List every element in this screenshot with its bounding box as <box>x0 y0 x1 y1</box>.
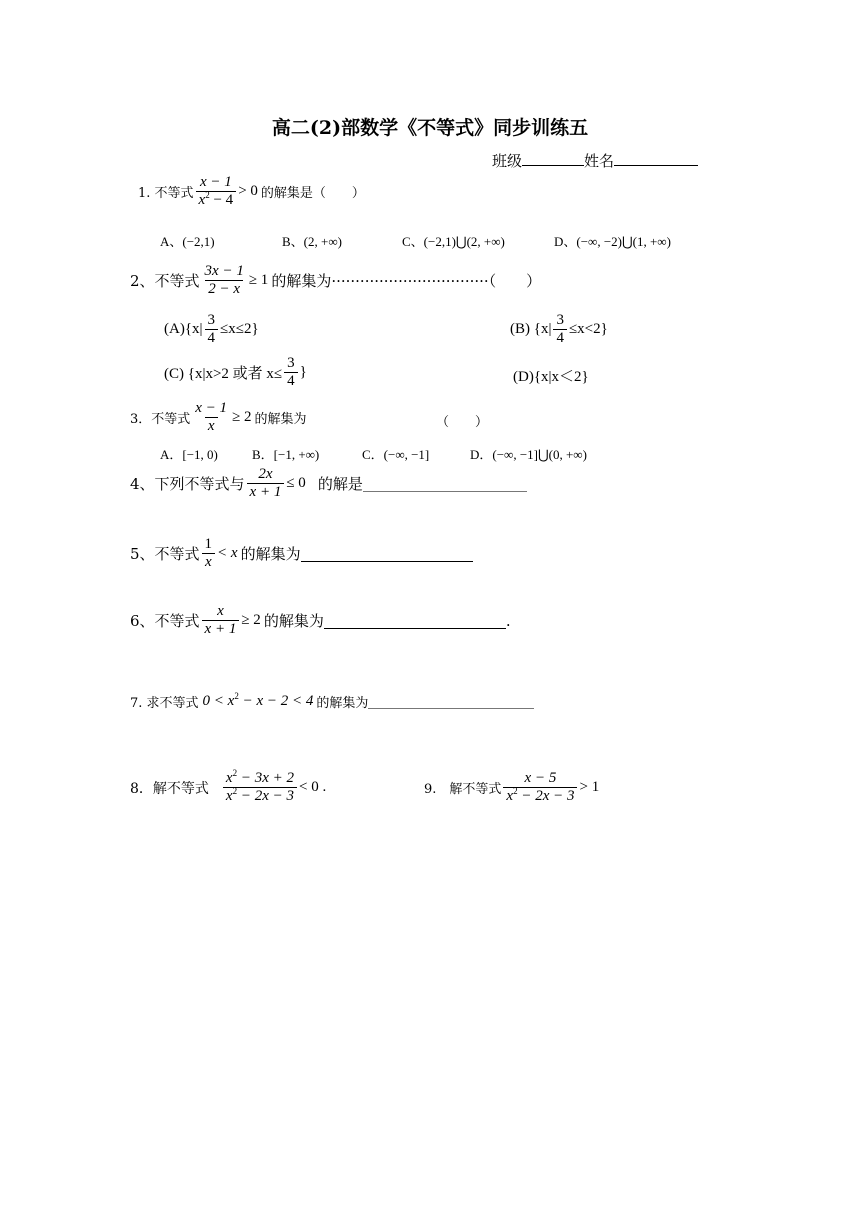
question-3 <box>130 400 307 436</box>
q2-opt-a-pre: (A){x| <box>164 321 203 338</box>
q8-fraction <box>223 770 297 806</box>
q2-opt-c-num: 3 <box>287 355 295 371</box>
q2-denominator: 2 − x <box>205 280 243 298</box>
q4-denominator: x + 1 <box>247 483 285 501</box>
q2-numerator: 3x − 1 <box>204 263 244 279</box>
q2-opt-b-fraction <box>553 312 567 348</box>
q1-den-rest: − 4 <box>209 192 234 209</box>
q8-den-b: − 2x − 3 <box>237 788 294 805</box>
class-label: 班级 <box>492 152 523 170</box>
q1-numerator: x − 1 <box>199 174 232 190</box>
question-8 <box>130 770 326 806</box>
q3-fraction <box>192 400 230 436</box>
q2-opt-c-post: } <box>299 364 307 381</box>
q2-prefix: 2、不等式 <box>130 272 200 291</box>
q9-relation: > 1 <box>579 779 600 796</box>
q6-answer-blank[interactable] <box>324 612 506 629</box>
q1-option-a: A、(−2,1) <box>160 234 215 249</box>
q2-opt-c-pre: (C) {x|x>2 或者 x≤ <box>164 366 283 383</box>
q3-option-c: C．(−∞, −1] <box>362 447 430 462</box>
q1-den-exp: 2 <box>205 190 210 201</box>
q2-opt-a-fraction <box>205 312 219 348</box>
q3-option-b: B．[−1, +∞) <box>252 447 320 462</box>
q2-opt-c-fraction <box>284 355 298 391</box>
q9-den-b: − 2x − 3 <box>517 788 575 805</box>
q5-suffix: 的解集为 <box>240 545 301 564</box>
q3-denominator: x <box>205 417 218 435</box>
q2-opt-b-pre: (B) {x| <box>510 321 552 338</box>
q2-fraction <box>202 263 247 299</box>
q3-option-d: D．(−∞, −1]⋃(0, +∞) <box>470 447 587 462</box>
q5-fraction <box>202 536 216 572</box>
q4-answer-blank[interactable] <box>363 475 527 492</box>
page-title: 高二(2)部数学《不等式》同步训练五 <box>271 117 589 139</box>
q8-num-b: − 3x + 2 <box>237 770 294 786</box>
question-1 <box>138 174 365 210</box>
q6-end: . <box>505 611 511 630</box>
q2-opt-a-num: 3 <box>207 312 216 328</box>
q5-numerator: 1 <box>204 536 213 552</box>
student-info <box>492 150 698 171</box>
q8-den-a: x <box>225 788 233 805</box>
q2-option-d: (D){x|x＜2} <box>513 369 589 385</box>
question-5 <box>130 536 473 572</box>
q3-numerator: x − 1 <box>195 400 228 416</box>
q1-option-d: D、(−∞, −2)⋃(1, +∞) <box>554 234 671 249</box>
q2-option-c <box>164 355 307 391</box>
q8-prefix: 8．解不等式 <box>130 780 209 797</box>
q8-den-exp: 2 <box>232 786 238 797</box>
q9-prefix: 9. 解不等式 <box>424 782 502 798</box>
q1-suffix: 的解集是（ ） <box>260 186 365 202</box>
q2-suffix: 的解集为·································（ ） <box>271 272 542 291</box>
q4-numerator: 2x <box>258 466 273 482</box>
q4-prefix: 4、下列不等式与 <box>130 475 245 494</box>
q9-den-a: x <box>506 788 514 805</box>
q4-relation: ≤ 0 <box>286 475 306 492</box>
q2-relation: ≥ 1 <box>248 272 269 289</box>
q2-opt-c-den: 4 <box>284 372 298 390</box>
q7-expr-exp: 2 <box>234 691 239 701</box>
q9-numerator: x − 5 <box>524 770 557 786</box>
q2-opt-b-post: ≤x<2} <box>568 321 608 338</box>
q7-prefix: 7. 求不等式 <box>130 696 199 711</box>
q7-expr-a: 0 < x <box>202 693 235 709</box>
q7-answer-blank[interactable] <box>368 694 534 709</box>
question-2 <box>130 263 541 299</box>
question-4 <box>130 466 527 502</box>
q7-expression <box>203 693 314 710</box>
q2-opt-b-num: 3 <box>556 312 564 328</box>
q4-fraction <box>247 466 285 502</box>
q6-prefix: 6、不等式 <box>130 612 200 631</box>
q4-suffix: 的解是 <box>317 475 363 494</box>
q3-suffix: 的解集为 <box>254 412 307 428</box>
question-7 <box>130 692 534 711</box>
q2-option-a <box>164 312 259 348</box>
q1-fraction <box>196 174 237 210</box>
q1-prefix: 1. 不等式 <box>138 186 194 202</box>
q5-prefix: 5、不等式 <box>130 545 200 564</box>
q8-relation: < 0 . <box>299 779 327 796</box>
q8-num-a: x <box>225 770 233 786</box>
q9-den-exp: 2 <box>513 786 518 797</box>
q5-denominator: x <box>202 553 215 571</box>
q2-opt-b-den: 4 <box>553 329 567 347</box>
question-9 <box>424 770 599 806</box>
q8-num-exp: 2 <box>232 768 238 778</box>
q3-relation: ≥ 2 <box>232 409 252 426</box>
class-blank[interactable] <box>522 165 584 166</box>
question-6 <box>130 603 511 639</box>
q2-opt-a-den: 4 <box>205 329 219 347</box>
q6-fraction <box>202 603 240 639</box>
q3-prefix: 3．不等式 <box>130 412 191 428</box>
q5-answer-blank[interactable] <box>301 545 473 562</box>
q1-option-c: C、(−2,1)⋃(2, +∞) <box>402 234 505 249</box>
q7-expr-b: − x − 2 < 4 <box>238 693 314 709</box>
q6-suffix: 的解集为 <box>263 612 324 631</box>
q1-option-b: B、(2, +∞) <box>282 234 342 249</box>
name-label: 姓名 <box>584 152 615 170</box>
q9-fraction <box>503 770 577 806</box>
q3-option-a: A．[−1, 0) <box>160 447 218 462</box>
q3-paren: （ ） <box>436 415 489 430</box>
q2-option-b <box>510 312 608 348</box>
name-blank[interactable] <box>614 165 698 166</box>
q5-relation: < x <box>217 545 238 562</box>
q6-numerator: x <box>217 603 224 619</box>
q1-relation: > 0 <box>238 183 258 200</box>
q7-suffix: 的解集为 <box>316 696 369 711</box>
q1-den-base: x <box>198 192 206 209</box>
q2-opt-a-post: ≤x≤2} <box>220 321 259 338</box>
q6-relation: ≥ 2 <box>241 612 261 629</box>
q6-denominator: x + 1 <box>202 620 240 638</box>
